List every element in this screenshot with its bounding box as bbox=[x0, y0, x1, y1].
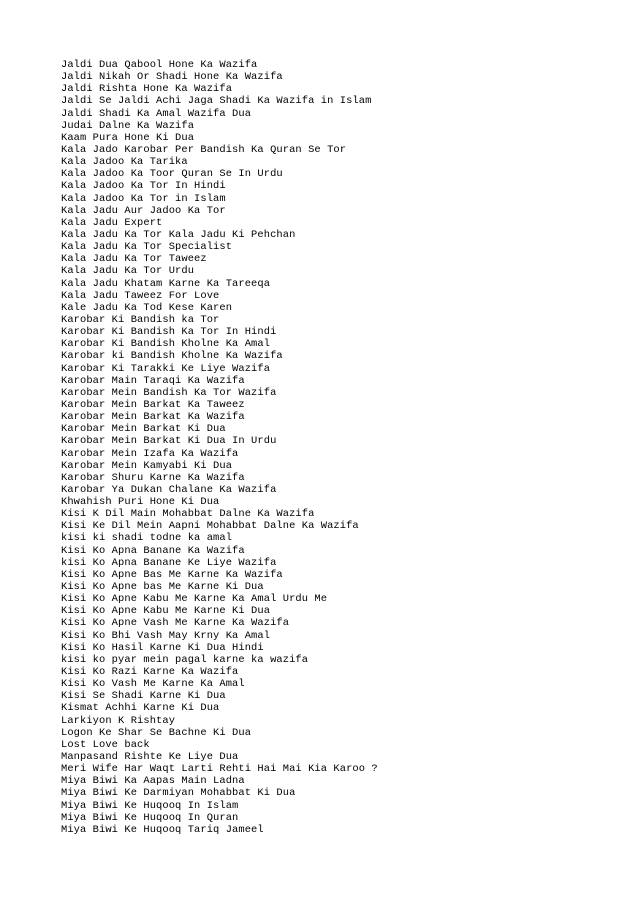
list-item: Karobar Ki Bandish Ka Tor In Hindi bbox=[61, 326, 277, 339]
list-item: Kala Jadu Ka Tor Taweez bbox=[61, 253, 207, 266]
list-item: Lost Love back bbox=[61, 738, 150, 751]
list-item: kisi Ko Apna Banane Ke Liye Wazifa bbox=[61, 556, 277, 569]
list-item: Kisi Ko Vash Me Karne Ka Amal bbox=[61, 678, 245, 691]
list-item: Miya Biwi Ka Aapas Main Ladna bbox=[61, 775, 245, 788]
list-item: Karobar Ki Bandish ka Tor bbox=[61, 313, 220, 326]
list-item: Logon Ke Shar Se Bachne Ki Dua bbox=[61, 726, 252, 739]
list-item: Judai Dalne Ka Wazifa bbox=[61, 119, 195, 132]
list-item: kisi ki shadi todne ka amal bbox=[61, 532, 233, 545]
list-item: Jaldi Dua Qabool Hone Ka Wazifa bbox=[61, 59, 258, 71]
list-item: kisi ko pyar mein pagal karne ka wazifa bbox=[61, 653, 309, 666]
list-item: Meri Wife Har Waqt Larti Rehti Hai Mai Kia Karoo ? bbox=[61, 763, 378, 776]
list-item: Miya Biwi Ke Huqooq Tariq Jameel bbox=[61, 823, 264, 836]
list-item: Karobar Shuru Karne Ka Wazifa bbox=[61, 471, 245, 484]
list-item: Kala Jadu Expert bbox=[61, 216, 163, 229]
list-item: Karobar Mein Izafa Ka Wazifa bbox=[61, 447, 239, 460]
list-item: Karobar Mein Kamyabi Ki Dua bbox=[61, 459, 233, 472]
list-item: Karobar Mein Barkat Ka Wazifa bbox=[61, 411, 245, 424]
list-item: Karobar Ya Dukan Chalane Ka Wazifa bbox=[61, 483, 277, 496]
list-item: Miya Biwi Ke Huqooq In Quran bbox=[61, 811, 239, 824]
list-item: Kisi Ko Apne bas Me Karne Ki Dua bbox=[61, 581, 264, 594]
list-item: Miya Biwi Ke Darmiyan Mohabbat Ki Dua bbox=[61, 787, 296, 800]
list-item: Kala Jadoo Ka Toor Quran Se In Urdu bbox=[61, 168, 283, 181]
list-item: Kala Jadoo Ka Tor In Hindi bbox=[61, 180, 226, 193]
list-item: Kisi Ko Apne Kabu Me Karne Ka Amal Urdu Me bbox=[61, 593, 328, 606]
list-item: Larkiyon K Rishtay bbox=[61, 714, 176, 727]
list-item: Kala Jadoo Ka Tarika bbox=[61, 156, 188, 169]
list-item: Karobar Ki Tarakki Ke Liye Wazifa bbox=[61, 362, 271, 375]
list-item: Khwahish Puri Hone Ki Dua bbox=[61, 496, 220, 509]
keyword-list bbox=[61, 59, 378, 836]
list-item: Kisi Ko Apna Banane Ka Wazifa bbox=[61, 544, 245, 557]
list-item: Kala Jadu Taweez For Love bbox=[61, 289, 220, 302]
list-item: Kisi Ke Dil Mein Aapni Mohabbat Dalne Ka Wazifa bbox=[61, 520, 359, 533]
list-item: Kisi Ko Razi Karne Ka Wazifa bbox=[61, 666, 239, 679]
list-item: Karobar ki Bandish Kholne Ka Wazifa bbox=[61, 350, 283, 363]
list-item: Jaldi Rishta Hone Ka Wazifa bbox=[61, 83, 233, 96]
list-item: Jaldi Shadi Ka Amal Wazifa Dua bbox=[61, 107, 252, 120]
list-item: Kismat Achhi Karne Ki Dua bbox=[61, 702, 220, 715]
list-item: Karobar Mein Bandish Ka Tor Wazifa bbox=[61, 386, 277, 399]
list-item: Jaldi Nikah Or Shadi Hone Ka Wazifa bbox=[61, 71, 283, 84]
list-item: Karobar Mein Barkat Ka Taweez bbox=[61, 398, 245, 411]
list-item: Karobar Mein Barkat Ki Dua In Urdu bbox=[61, 435, 277, 448]
list-item: Kala Jadu Ka Tor Urdu bbox=[61, 265, 195, 278]
list-item: Kisi K Dil Main Mohabbat Dalne Ka Wazifa bbox=[61, 508, 315, 521]
list-item: Karobar Main Taraqi Ka Wazifa bbox=[61, 374, 245, 387]
list-item: Kala Jado Karobar Per Bandish Ka Quran Se Tor bbox=[61, 143, 347, 156]
list-item: Kala Jadu Ka Tor Kala Jadu Ki Pehchan bbox=[61, 228, 296, 241]
list-item: Kala Jadu Ka Tor Specialist bbox=[61, 241, 233, 254]
list-item: Kaam Pura Hone Ki Dua bbox=[61, 131, 195, 144]
list-item: Karobar Ki Bandish Kholne Ka Amal bbox=[61, 338, 271, 351]
list-item: Kisi Se Shadi Karne Ki Dua bbox=[61, 690, 226, 703]
list-item: Miya Biwi Ke Huqooq In Islam bbox=[61, 799, 239, 812]
list-item: Kale Jadu Ka Tod Kese Karen bbox=[61, 301, 233, 314]
list-item: Jaldi Se Jaldi Achi Jaga Shadi Ka Wazifa in Islam bbox=[61, 95, 372, 108]
list-item: Kisi Ko Apne Kabu Me Karne Ki Dua bbox=[61, 605, 271, 618]
list-item: Kala Jadu Khatam Karne Ka Tareeqa bbox=[61, 277, 271, 290]
list-item: Karobar Mein Barkat Ki Dua bbox=[61, 423, 226, 436]
list-item: Kala Jadu Aur Jadoo Ka Tor bbox=[61, 204, 226, 217]
list-item: Kisi Ko Apne Bas Me Karne Ka Wazifa bbox=[61, 568, 283, 581]
list-item: Kisi Ko Bhi Vash May Krny Ka Amal bbox=[61, 629, 271, 642]
list-item: Manpasand Rishte Ke Liye Dua bbox=[61, 751, 239, 764]
list-item: Kala Jadoo Ka Tor in Islam bbox=[61, 192, 226, 205]
list-item: Kisi Ko Hasil Karne Ki Dua Hindi bbox=[61, 641, 264, 654]
list-item: Kisi Ko Apne Vash Me Karne Ka Wazifa bbox=[61, 617, 290, 630]
